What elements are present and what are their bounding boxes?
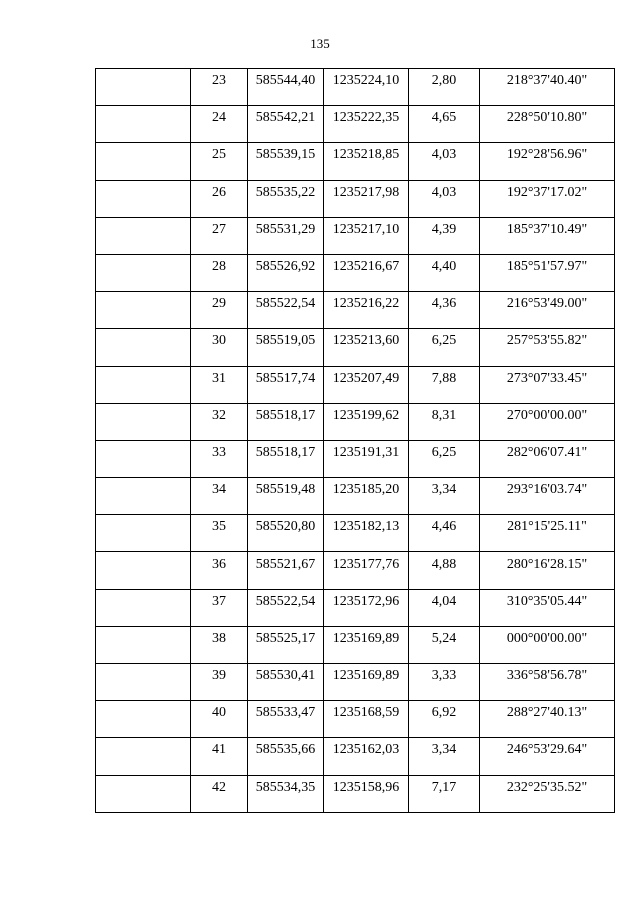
angle-cell xyxy=(480,143,615,180)
y-coordinate-cell xyxy=(324,254,409,291)
blank-cell xyxy=(96,664,191,701)
x-coordinate-cell xyxy=(248,440,324,477)
point-number-cell xyxy=(191,552,248,589)
point-number-cell-text: 37 xyxy=(212,593,226,609)
angle-cell-text: 216°53'49.00" xyxy=(506,296,588,312)
point-number-cell xyxy=(191,254,248,291)
point-number-cell-text: 36 xyxy=(212,556,226,572)
distance-cell xyxy=(409,738,480,775)
angle-cell-text: 293°16'03.74" xyxy=(506,482,588,498)
blank-cell xyxy=(96,478,191,515)
y-coordinate-cell-text: 1235224,10 xyxy=(332,73,400,89)
point-number-cell xyxy=(191,143,248,180)
x-coordinate-cell xyxy=(248,254,324,291)
y-coordinate-cell xyxy=(324,292,409,329)
x-coordinate-cell-text: 585517,74 xyxy=(255,370,316,386)
angle-cell xyxy=(480,552,615,589)
x-coordinate-cell xyxy=(248,738,324,775)
x-coordinate-cell xyxy=(248,329,324,366)
point-number-cell xyxy=(191,329,248,366)
angle-cell xyxy=(480,254,615,291)
y-coordinate-cell-text: 1235182,13 xyxy=(332,519,400,535)
table-row xyxy=(96,552,615,589)
distance-cell-text: 4,03 xyxy=(431,184,457,200)
y-coordinate-cell xyxy=(324,552,409,589)
point-number-cell xyxy=(191,478,248,515)
y-coordinate-cell xyxy=(324,775,409,812)
blank-cell xyxy=(96,366,191,403)
y-coordinate-cell xyxy=(324,366,409,403)
angle-cell xyxy=(480,180,615,217)
x-coordinate-cell xyxy=(248,552,324,589)
table-row xyxy=(96,180,615,217)
angle-cell-text: 281°15'25.11" xyxy=(507,519,587,535)
y-coordinate-cell xyxy=(324,69,409,106)
blank-cell xyxy=(96,775,191,812)
distance-cell xyxy=(409,143,480,180)
x-coordinate-cell-text: 585522,54 xyxy=(255,593,316,609)
point-number-cell-text: 30 xyxy=(212,333,226,349)
x-coordinate-cell xyxy=(248,403,324,440)
page-number: 135 xyxy=(310,36,330,51)
distance-cell xyxy=(409,69,480,106)
table-row xyxy=(96,292,615,329)
table-row xyxy=(96,217,615,254)
blank-cell xyxy=(96,106,191,143)
angle-cell-text: 273°07'33.45" xyxy=(506,370,588,386)
x-coordinate-cell xyxy=(248,478,324,515)
distance-cell-text: 4,40 xyxy=(431,259,457,275)
y-coordinate-cell xyxy=(324,180,409,217)
distance-cell xyxy=(409,664,480,701)
y-coordinate-cell xyxy=(324,440,409,477)
distance-cell-text: 4,46 xyxy=(431,519,457,535)
distance-cell xyxy=(409,329,480,366)
table-row xyxy=(96,106,615,143)
distance-cell xyxy=(409,180,480,217)
table-row xyxy=(96,515,615,552)
y-coordinate-cell-text: 1235169,89 xyxy=(332,668,400,684)
distance-cell-text: 4,04 xyxy=(431,593,457,609)
distance-cell xyxy=(409,217,480,254)
x-coordinate-cell-text: 585519,48 xyxy=(255,482,316,498)
distance-cell-text: 7,88 xyxy=(431,370,457,386)
x-coordinate-cell xyxy=(248,626,324,663)
table-row xyxy=(96,701,615,738)
point-number-cell-text: 40 xyxy=(212,705,226,721)
y-coordinate-cell xyxy=(324,738,409,775)
blank-cell xyxy=(96,292,191,329)
table-row xyxy=(96,329,615,366)
y-coordinate-cell-text: 1235162,03 xyxy=(332,742,400,758)
x-coordinate-cell-text: 585539,15 xyxy=(255,147,316,163)
distance-cell-text: 7,17 xyxy=(431,779,457,795)
x-coordinate-cell-text: 585521,67 xyxy=(255,556,316,572)
x-coordinate-cell xyxy=(248,664,324,701)
y-coordinate-cell-text: 1235213,60 xyxy=(332,333,400,349)
x-coordinate-cell-text: 585522,54 xyxy=(255,296,316,312)
point-number-cell xyxy=(191,738,248,775)
angle-cell xyxy=(480,106,615,143)
angle-cell xyxy=(480,701,615,738)
y-coordinate-cell-text: 1235216,67 xyxy=(332,259,400,275)
x-coordinate-cell xyxy=(248,292,324,329)
distance-cell-text: 6,25 xyxy=(431,333,457,349)
angle-cell-text: 288°27'40.13" xyxy=(506,705,588,721)
table-row xyxy=(96,664,615,701)
y-coordinate-cell-text: 1235217,10 xyxy=(332,221,400,237)
angle-cell-text: 336°58'56.78" xyxy=(506,668,588,684)
x-coordinate-cell xyxy=(248,775,324,812)
table-row xyxy=(96,738,615,775)
distance-cell-text: 2,80 xyxy=(431,73,457,89)
angle-cell-text: 000°00'00.00" xyxy=(506,630,588,646)
x-coordinate-cell xyxy=(248,701,324,738)
blank-cell xyxy=(96,217,191,254)
point-number-cell xyxy=(191,589,248,626)
distance-cell-text: 3,34 xyxy=(431,742,457,758)
blank-cell xyxy=(96,180,191,217)
angle-cell xyxy=(480,403,615,440)
y-coordinate-cell xyxy=(324,701,409,738)
point-number-cell-text: 42 xyxy=(212,779,226,795)
angle-cell xyxy=(480,69,615,106)
distance-cell xyxy=(409,292,480,329)
angle-cell-text: 192°37'17.02" xyxy=(506,184,588,200)
point-number-cell xyxy=(191,106,248,143)
y-coordinate-cell-text: 1235218,85 xyxy=(332,147,400,163)
distance-cell xyxy=(409,106,480,143)
angle-cell xyxy=(480,626,615,663)
point-number-cell-text: 31 xyxy=(212,370,226,386)
y-coordinate-cell-text: 1235217,98 xyxy=(332,184,400,200)
blank-cell xyxy=(96,515,191,552)
y-coordinate-cell-text: 1235222,35 xyxy=(332,110,400,126)
blank-cell xyxy=(96,143,191,180)
blank-cell xyxy=(96,738,191,775)
y-coordinate-cell-text: 1235191,31 xyxy=(332,444,400,460)
distance-cell-text: 5,24 xyxy=(431,630,457,646)
angle-cell xyxy=(480,664,615,701)
distance-cell xyxy=(409,626,480,663)
y-coordinate-cell xyxy=(324,664,409,701)
y-coordinate-cell-text: 1235216,22 xyxy=(332,296,400,312)
blank-cell xyxy=(96,440,191,477)
x-coordinate-cell xyxy=(248,143,324,180)
table-row xyxy=(96,143,615,180)
angle-cell xyxy=(480,775,615,812)
y-coordinate-cell-text: 1235177,76 xyxy=(332,556,400,572)
angle-cell xyxy=(480,478,615,515)
x-coordinate-cell xyxy=(248,69,324,106)
y-coordinate-cell xyxy=(324,217,409,254)
x-coordinate-cell xyxy=(248,106,324,143)
x-coordinate-cell xyxy=(248,589,324,626)
point-number-cell-text: 27 xyxy=(212,221,226,237)
distance-cell-text: 4,88 xyxy=(431,556,457,572)
table-row xyxy=(96,69,615,106)
angle-cell xyxy=(480,366,615,403)
y-coordinate-cell xyxy=(324,106,409,143)
point-number-cell-text: 29 xyxy=(212,296,226,312)
distance-cell-text: 3,33 xyxy=(431,668,457,684)
distance-cell xyxy=(409,552,480,589)
y-coordinate-cell-text: 1235168,59 xyxy=(332,705,400,721)
x-coordinate-cell-text: 585544,40 xyxy=(255,73,316,89)
point-number-cell xyxy=(191,292,248,329)
angle-cell-text: 270°00'00.00" xyxy=(506,407,588,423)
table-row xyxy=(96,440,615,477)
point-number-cell xyxy=(191,440,248,477)
table-row xyxy=(96,589,615,626)
angle-cell-text: 185°37'10.49" xyxy=(506,221,588,237)
x-coordinate-cell-text: 585530,41 xyxy=(255,668,316,684)
distance-cell xyxy=(409,366,480,403)
angle-cell xyxy=(480,292,615,329)
y-coordinate-cell xyxy=(324,478,409,515)
x-coordinate-cell-text: 585526,92 xyxy=(255,259,316,275)
blank-cell xyxy=(96,589,191,626)
distance-cell-text: 4,36 xyxy=(431,296,457,312)
x-coordinate-cell-text: 585533,47 xyxy=(255,705,316,721)
point-number-cell-text: 23 xyxy=(212,73,226,89)
point-number-cell xyxy=(191,626,248,663)
angle-cell xyxy=(480,329,615,366)
angle-cell-text: 185°51'57.97" xyxy=(506,259,588,275)
angle-cell xyxy=(480,589,615,626)
y-coordinate-cell-text: 1235172,96 xyxy=(332,593,400,609)
distance-cell-text: 3,34 xyxy=(431,482,457,498)
blank-cell xyxy=(96,552,191,589)
angle-cell-text: 282°06'07.41" xyxy=(506,444,588,460)
distance-cell-text: 4,03 xyxy=(431,147,457,163)
point-number-cell-text: 41 xyxy=(212,742,226,758)
point-number-cell xyxy=(191,664,248,701)
point-number-cell xyxy=(191,180,248,217)
coordinates-table xyxy=(95,68,615,813)
distance-cell xyxy=(409,701,480,738)
point-number-cell-text: 24 xyxy=(212,110,226,126)
point-number-cell-text: 33 xyxy=(212,444,226,460)
point-number-cell-text: 26 xyxy=(212,184,226,200)
angle-cell-text: 257°53'55.82" xyxy=(506,333,588,349)
point-number-cell xyxy=(191,515,248,552)
point-number-cell-text: 25 xyxy=(212,147,226,163)
x-coordinate-cell xyxy=(248,180,324,217)
table-row xyxy=(96,775,615,812)
blank-cell xyxy=(96,403,191,440)
blank-cell xyxy=(96,701,191,738)
angle-cell-text: 192°28'56.96" xyxy=(506,147,588,163)
x-coordinate-cell-text: 585518,17 xyxy=(255,407,316,423)
point-number-cell-text: 38 xyxy=(212,630,226,646)
table-row xyxy=(96,478,615,515)
x-coordinate-cell-text: 585534,35 xyxy=(255,779,316,795)
y-coordinate-cell-text: 1235158,96 xyxy=(332,779,400,795)
angle-cell xyxy=(480,738,615,775)
point-number-cell-text: 34 xyxy=(212,482,226,498)
table-row xyxy=(96,403,615,440)
y-coordinate-cell xyxy=(324,403,409,440)
angle-cell xyxy=(480,440,615,477)
x-coordinate-cell-text: 585519,05 xyxy=(255,333,316,349)
point-number-cell xyxy=(191,366,248,403)
angle-cell xyxy=(480,515,615,552)
distance-cell xyxy=(409,254,480,291)
y-coordinate-cell-text: 1235199,62 xyxy=(332,407,400,423)
y-coordinate-cell xyxy=(324,626,409,663)
x-coordinate-cell-text: 585520,80 xyxy=(255,519,316,535)
distance-cell xyxy=(409,440,480,477)
x-coordinate-cell xyxy=(248,515,324,552)
x-coordinate-cell-text: 585535,66 xyxy=(255,742,316,758)
distance-cell xyxy=(409,403,480,440)
distance-cell-text: 4,39 xyxy=(431,221,457,237)
x-coordinate-cell xyxy=(248,217,324,254)
x-coordinate-cell xyxy=(248,366,324,403)
point-number-cell xyxy=(191,701,248,738)
angle-cell xyxy=(480,217,615,254)
point-number-cell xyxy=(191,69,248,106)
x-coordinate-cell-text: 585531,29 xyxy=(255,221,316,237)
point-number-cell-text: 39 xyxy=(212,668,226,684)
angle-cell-text: 246°53'29.64" xyxy=(506,742,588,758)
x-coordinate-cell-text: 585525,17 xyxy=(255,630,316,646)
angle-cell-text: 218°37'40.40" xyxy=(506,73,588,89)
distance-cell-text: 4,65 xyxy=(431,110,457,126)
distance-cell xyxy=(409,589,480,626)
point-number-cell-text: 35 xyxy=(212,519,226,535)
blank-cell xyxy=(96,69,191,106)
point-number-cell xyxy=(191,403,248,440)
point-number-cell xyxy=(191,775,248,812)
point-number-cell-text: 32 xyxy=(212,407,226,423)
point-number-cell xyxy=(191,217,248,254)
y-coordinate-cell-text: 1235169,89 xyxy=(332,630,400,646)
y-coordinate-cell xyxy=(324,329,409,366)
blank-cell xyxy=(96,329,191,366)
x-coordinate-cell-text: 585542,21 xyxy=(255,110,316,126)
table-row xyxy=(96,626,615,663)
distance-cell xyxy=(409,515,480,552)
y-coordinate-cell xyxy=(324,589,409,626)
distance-cell xyxy=(409,478,480,515)
table-row xyxy=(96,366,615,403)
angle-cell-text: 310°35'05.44" xyxy=(506,593,588,609)
y-coordinate-cell-text: 1235185,20 xyxy=(332,482,400,498)
y-coordinate-cell xyxy=(324,515,409,552)
x-coordinate-cell-text: 585518,17 xyxy=(255,444,316,460)
table-row xyxy=(96,254,615,291)
angle-cell-text: 280°16'28.15" xyxy=(506,556,588,572)
angle-cell-text: 232°25'35.52" xyxy=(506,779,588,795)
y-coordinate-cell-text: 1235207,49 xyxy=(332,370,400,386)
distance-cell xyxy=(409,775,480,812)
angle-cell-text: 228°50'10.80" xyxy=(506,110,588,126)
blank-cell xyxy=(96,254,191,291)
distance-cell-text: 8,31 xyxy=(431,407,457,423)
point-number-cell-text: 28 xyxy=(212,259,226,275)
distance-cell-text: 6,25 xyxy=(431,444,457,460)
coordinates-table-body xyxy=(96,69,615,813)
blank-cell xyxy=(96,626,191,663)
y-coordinate-cell xyxy=(324,143,409,180)
x-coordinate-cell-text: 585535,22 xyxy=(255,184,316,200)
distance-cell-text: 6,92 xyxy=(431,705,457,721)
